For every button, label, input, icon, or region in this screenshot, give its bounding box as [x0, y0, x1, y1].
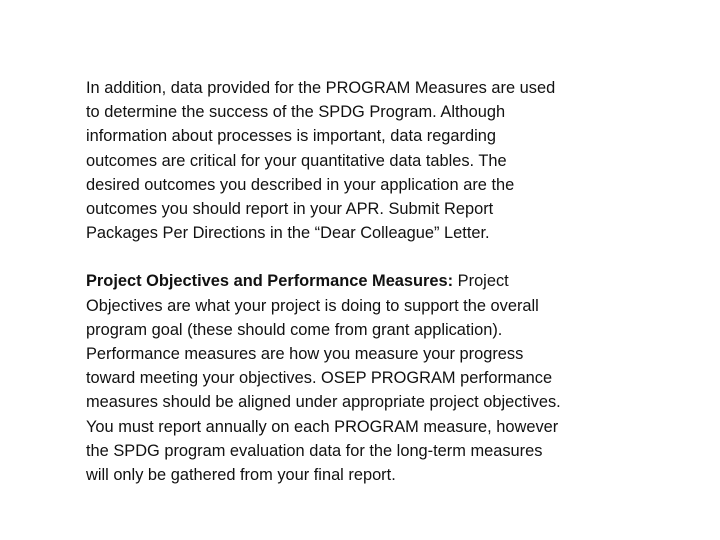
text-line — [86, 269, 646, 293]
paragraph-objectives-measures — [86, 269, 646, 487]
text-line: desired outcomes you described in your application are the — [86, 175, 515, 194]
text-line: outcomes are critical for your quantitative data tables. The — [86, 151, 507, 170]
text-line: outcomes you should report in your APR. Submit Report — [86, 200, 494, 219]
text-line: In addition, data provided for the PROGRAM Measures are used — [86, 79, 556, 97]
heading-continuation: Project — [453, 272, 509, 291]
paragraph-program-measures — [86, 76, 646, 245]
text-line: information about processes is important, data regarding — [86, 127, 496, 146]
text-line: measures should be aligned under appropriate project objectives. — [86, 393, 561, 412]
paragraph-heading: Project Objectives and Performance Measures: — [86, 272, 454, 291]
text-line: to determine the success of the SPDG Program. Although — [86, 103, 506, 122]
text-line: program goal (these should come from grant application). — [86, 320, 503, 339]
text-line: Packages Per Directions in the “Dear Colleague” Letter. — [86, 224, 490, 243]
slide-body — [86, 76, 646, 487]
text-line: Performance measures are how you measure your progress — [86, 345, 524, 364]
text-line: Objectives are what your project is doing to support the overall — [86, 296, 539, 315]
text-line: You must report annually on each PROGRAM measure, however — [86, 417, 559, 436]
text-line: toward meeting your objectives. OSEP PROGRAM performance — [86, 369, 553, 388]
text-line: will only be gathered from your final report. — [86, 466, 396, 485]
text-line: the SPDG program evaluation data for the long-term measures — [86, 441, 543, 460]
